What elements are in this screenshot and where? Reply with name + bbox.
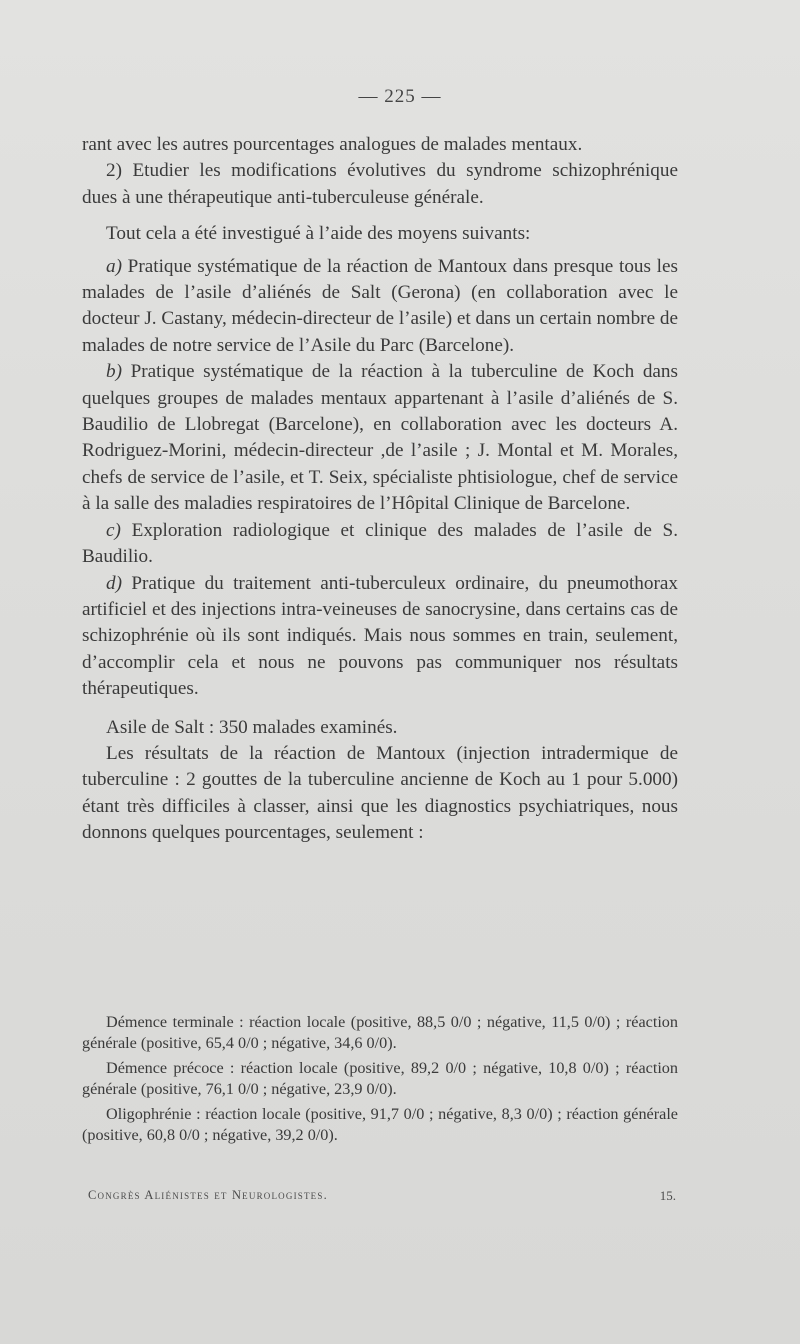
paragraph-method-b xyxy=(82,359,678,517)
paragraph-method-a xyxy=(82,254,678,360)
page-footer xyxy=(88,1188,676,1203)
paragraph-methods-intro: Tout cela a été investigué à l’aide des moyens suivants: xyxy=(106,223,531,245)
method-c-text: Exploration radiologique et clinique des malades de l’asile de S. Baudilio. xyxy=(82,519,678,568)
paragraph-salt: Asile de Salt : 350 malades examinés. xyxy=(106,716,398,738)
method-d-label: d) xyxy=(106,572,122,594)
result-item: Oligophrénie : réaction locale (positive, 91,7 0/0 ; négative, 8,3 0/0) ; réaction générale (positive, 60,8 0/0 ; négative, 39,2 0/0). xyxy=(82,1104,678,1145)
result-item: Démence terminale : réaction locale (positive, 88,5 0/0 ; négative, 11,5 0/0) ; réaction générale (positive, 65,4 0/0 ; négative, 34,6 0/0). xyxy=(82,1013,678,1053)
method-b-text: Pratique systématique de la réaction à la tuberculine de Koch dans quelques groupes de malades mentaux appartenant à l’asile d’aliénés de S. Baudilio de Llobregat (Barcelone), en collaboration avec les docteurs A. Rodriguez-Morini, médecin-directeur ,de l’asile ; J. Montal et M. Morales, chefs de service de l’asile, et T. Seix, spécialiste phtisiologue, chef de service à la salle des maladies respiratoires de l’Hôpital Clinique de Barcelone. xyxy=(82,361,678,515)
paragraph-results-intro: Les résultats de la réaction de Mantoux (injection intradermique de tuberculine : 2 gouttes de la tuberculine ancienne de Koch au 1 pour 5.000) étant très difficiles à classer, ainsi que les diagnostics psychiatriques, nous donnons quelques pourcentages, seulement : xyxy=(82,742,678,844)
method-c-label: c) xyxy=(106,519,121,541)
results-block xyxy=(82,1012,678,1149)
method-a-text: Pratique systématique de la réaction de Mantoux dans presque tous les malades de l’asile d’aliénés de Salt (Gerona) (en collaboration avec le docteur J. Castany, médecin-directeur de l’asile) et dans un certain nombre de malades de notre service de l’Asile du Parc (Barcelone). xyxy=(82,255,678,356)
paragraph-method-d xyxy=(82,571,678,703)
paragraph-continuation: rant avec les autres pourcentages analogues de malades mentaux. xyxy=(82,134,583,155)
paragraph-objective-2: 2) Etudier les modifications évolutives du syndrome schizophrénique dues à une thérapeutique anti-tuberculeuse générale. xyxy=(82,160,678,208)
signature-mark: 15. xyxy=(659,1188,676,1203)
result-item: Démence précoce : réaction locale (positive, 89,2 0/0 ; négative, 10,8 0/0) ; réaction générale (positive, 76,1 0/0 ; négative, 23,9 0/0). xyxy=(82,1058,678,1099)
method-d-text: Pratique du traitement anti-tuberculeux ordinaire, du pneumothorax artificiel et des injections intra-veineuses de sanocrysine, dans certains cas de schizophrénie où ils sont indiqués. Mais nous sommes en train, seulement, d’accomplir cela et nous ne pouvons pas communiquer nos résultats thérapeutiques. xyxy=(82,572,678,700)
page-number: — 225 — xyxy=(358,86,442,107)
body-text xyxy=(82,132,678,847)
method-a-label: a) xyxy=(106,255,122,277)
paragraph-method-c xyxy=(82,518,678,571)
method-b-label: b) xyxy=(106,361,122,383)
footer-title: Congrès Aliénistes et Neurologistes. xyxy=(88,1188,328,1202)
